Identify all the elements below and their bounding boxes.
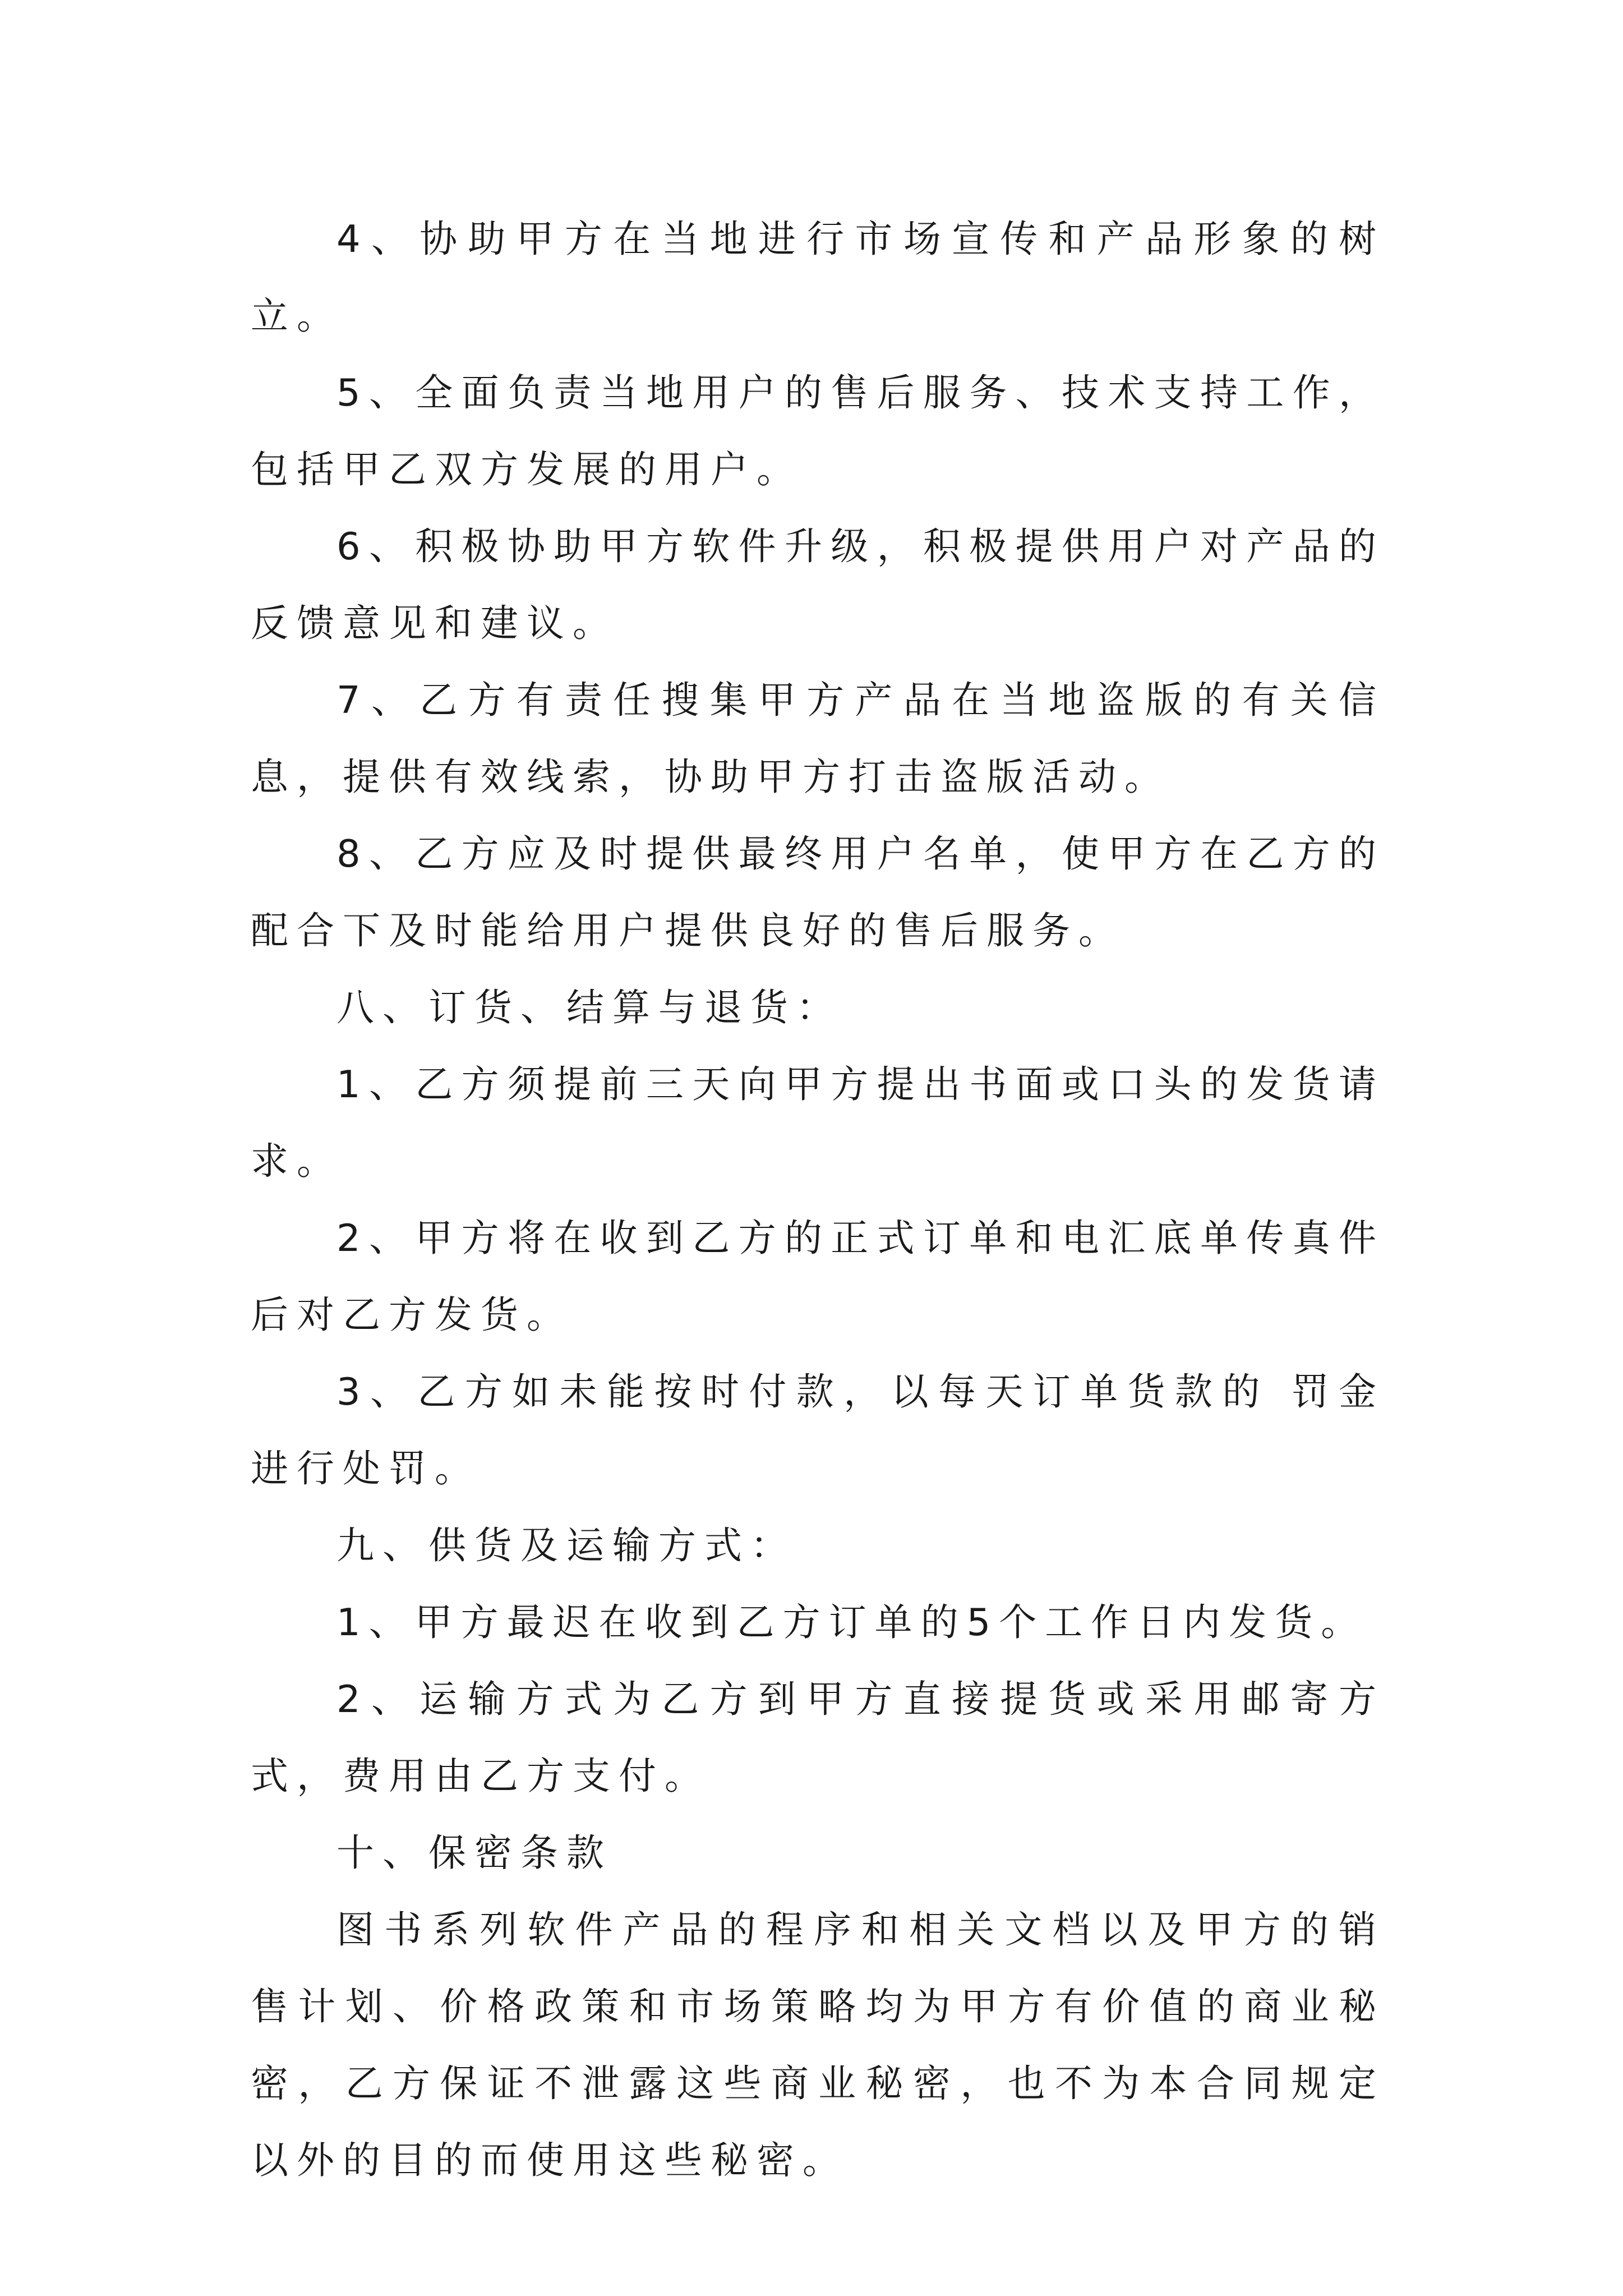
section-heading-9: 九、供货及运输方式：: [336, 1524, 796, 1567]
paragraph-clause-7-7: 7、乙方有责任搜集甲方产品在当地盗版的有关信息，提供有效线索，协助甲方打击盗版活动。: [251, 678, 1385, 799]
paragraph-clause-7-5: 5、全面负责当地用户的售后服务、技术支持工作，包括甲乙双方发展的用户。: [251, 371, 1385, 491]
paragraph-clause-9-2: 2、运输方式为乙方到甲方直接提货或采用邮寄方式，费用由乙方支付。: [251, 1677, 1385, 1798]
paragraph-clause-8-1: 1、乙方须提前三天向甲方提出书面或口头的发货请求。: [251, 1062, 1385, 1183]
section-heading-10: 十、保密条款: [336, 1831, 612, 1875]
paragraph-clause-7-4: 4、协助甲方在当地进行市场宣传和产品形象的树立。: [251, 217, 1385, 338]
section-heading-8: 八、订货、结算与退货：: [336, 986, 842, 1029]
paragraph-clause-7-6: 6、积极协助甲方软件升级，积极提供用户对产品的反馈意见和建议。: [251, 524, 1385, 645]
paragraph-clause-8-2: 2、甲方将在收到乙方的正式订单和电汇底单传真件后对乙方发货。: [251, 1216, 1385, 1337]
paragraph-confidentiality: 图书系列软件产品的程序和相关文档以及甲方的销售计划、价格政策和市场策略均为甲方有价值的商业秘密，乙方保证不泄露这些商业秘密，也不为本合同规定以外的目的而使用这些秘密。: [251, 1908, 1385, 2182]
paragraph-clause-7-8: 8、乙方应及时提供最终用户名单，使甲方在乙方的配合下及时能给用户提供良好的售后服务。: [251, 832, 1385, 953]
document-body: [251, 201, 1385, 2199]
paragraph-clause-9-1: 1、甲方最迟在收到乙方订单的5个工作日内发货。: [336, 1600, 1367, 1644]
paragraph-clause-8-3: 3、乙方如未能按时付款，以每天订单货款的 罚金进行处罚。: [251, 1370, 1385, 1490]
